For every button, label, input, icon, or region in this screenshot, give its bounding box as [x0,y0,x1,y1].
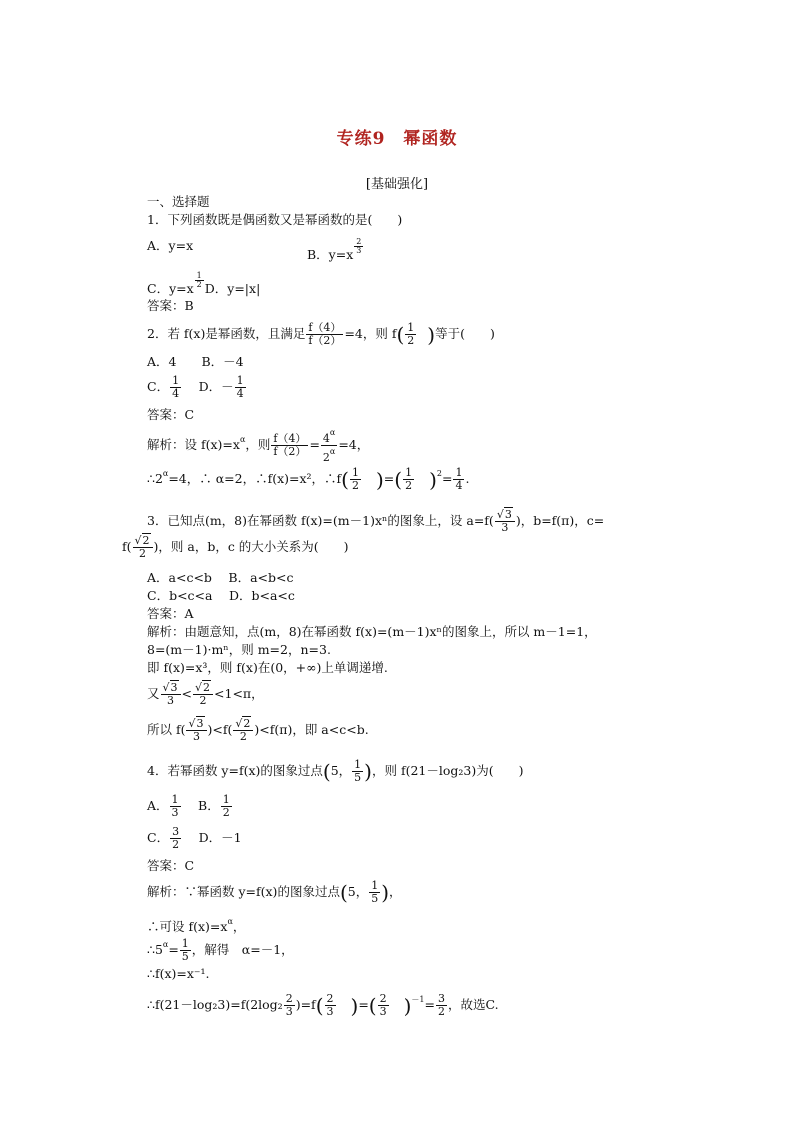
q2-options-cd: C． $\frac{1}{4}$ D．－ $\frac{1}{4}$ [147,374,244,400]
q2-solution-1: 解析：设 $f(x)=x^\alpha$，则 $\frac{f(4)}{f(2)}$ = $\frac{4^\alpha}{2^\alpha}$ =4， [147,428,370,464]
q3-options-ab: A．a<c<b B．a<b<c [147,570,294,585]
q2-options-ab: A．4 B．－4 [147,354,244,369]
q1-option-a: A．y=x [147,238,194,253]
q4-solution-3: $\therefore 5^\alpha=$ $\frac{1}{5}$ ，解得 α=－1， [147,937,294,963]
q2-stem: 2．若 f(x)是幂函数，且满足 $\frac{f(4)}{f(2)}$ =4，则 f( $\frac{1}{2}$ )等于( ) [147,321,495,347]
q1-answer: 答案：B [147,298,194,313]
page-title: 专练9 幂函数 [336,129,458,149]
q3-stem-2: f( $\frac{√2}{2}$ )，则 a，b，c 的大小关系为( ) [122,534,349,560]
q1-stem: 1．下列函数既是偶函数又是幂函数的是( ) [147,212,403,227]
q4-answer: 答案：C [147,858,195,873]
q3-answer: 答案：A [147,606,194,621]
q3-solution-5: 所以 f( $\frac{√3}{3}$ )<f( $\frac{√2}{2}$ )<f(π)，即 a<c<b. [147,717,369,743]
section-heading: 一、选择题 [147,194,210,209]
q3-solution-4: 又 $\frac{√3}{3}$ < $\frac{√2}{2}$ <1<π， [147,681,264,707]
q3-solution-2: 8=(m－1)·mⁿ，则 m=2，n=3. [147,642,331,657]
q3-solution-1: 解析：由题意知，点(m，8)在幂函数 f(x)=(m－1)xⁿ的图象上，所以 m－1=1， [147,624,597,639]
q4-stem: 4．若幂函数 y=f(x)的图象过点(5， $\frac{1}{5}$ )，则 f(21－log₂3)为( ) [147,758,524,784]
q2-solution-2: $\therefore 2^\alpha=4$，∴ α=2，∴f(x)=x²，∴f( $\frac{1}{2}$ )=( $\frac{1}{2}$ )$^2$= $\frac{1}{4}$ . [147,466,470,492]
q4-solution-5: ∴f(21－log₂3)=f(2log₂ $\frac{2}{3}$ )=f( $\frac{2}{3}$ )=( $\frac{2}{3}$ )$^{-1}$= $\frac{3}{2}$ ，故选C. [147,992,499,1018]
section-label: [基础强化] [365,177,429,192]
q4-solution-2: ∴可设 $f(x)=x^\alpha$， [147,917,246,934]
q4-solution-1: 解析：∵幂函数 y=f(x)的图象过点(5， $\frac{1}{5}$ )， [147,879,402,905]
q3-options-cd: C．b<c<a D．b<a<c [147,588,295,603]
q1-option-c-d: C．y=x $\frac{1}{2}$ D．y=|x| [147,271,261,296]
q4-options-ab: A． $\frac{1}{3}$ B． $\frac{1}{2}$ [147,793,230,819]
q4-options-cd: C． $\frac{3}{2}$ D．－1 [147,825,242,851]
q4-solution-4: ∴f(x)=x⁻¹. [147,966,210,981]
q2-answer: 答案：C [147,407,195,422]
q1-option-b: B．y=x $\frac{2}{3}$ [307,237,362,262]
q3-stem-1: 3．已知点(m，8)在幂函数 f(x)=(m－1)xⁿ的图象上，设 a=f( $\frac{√3}{3}$ )，b=f(π)，c= [147,508,605,534]
q3-solution-3: 即 f(x)=x³，则 f(x)在(0，+∞)上单调递增. [147,660,388,675]
